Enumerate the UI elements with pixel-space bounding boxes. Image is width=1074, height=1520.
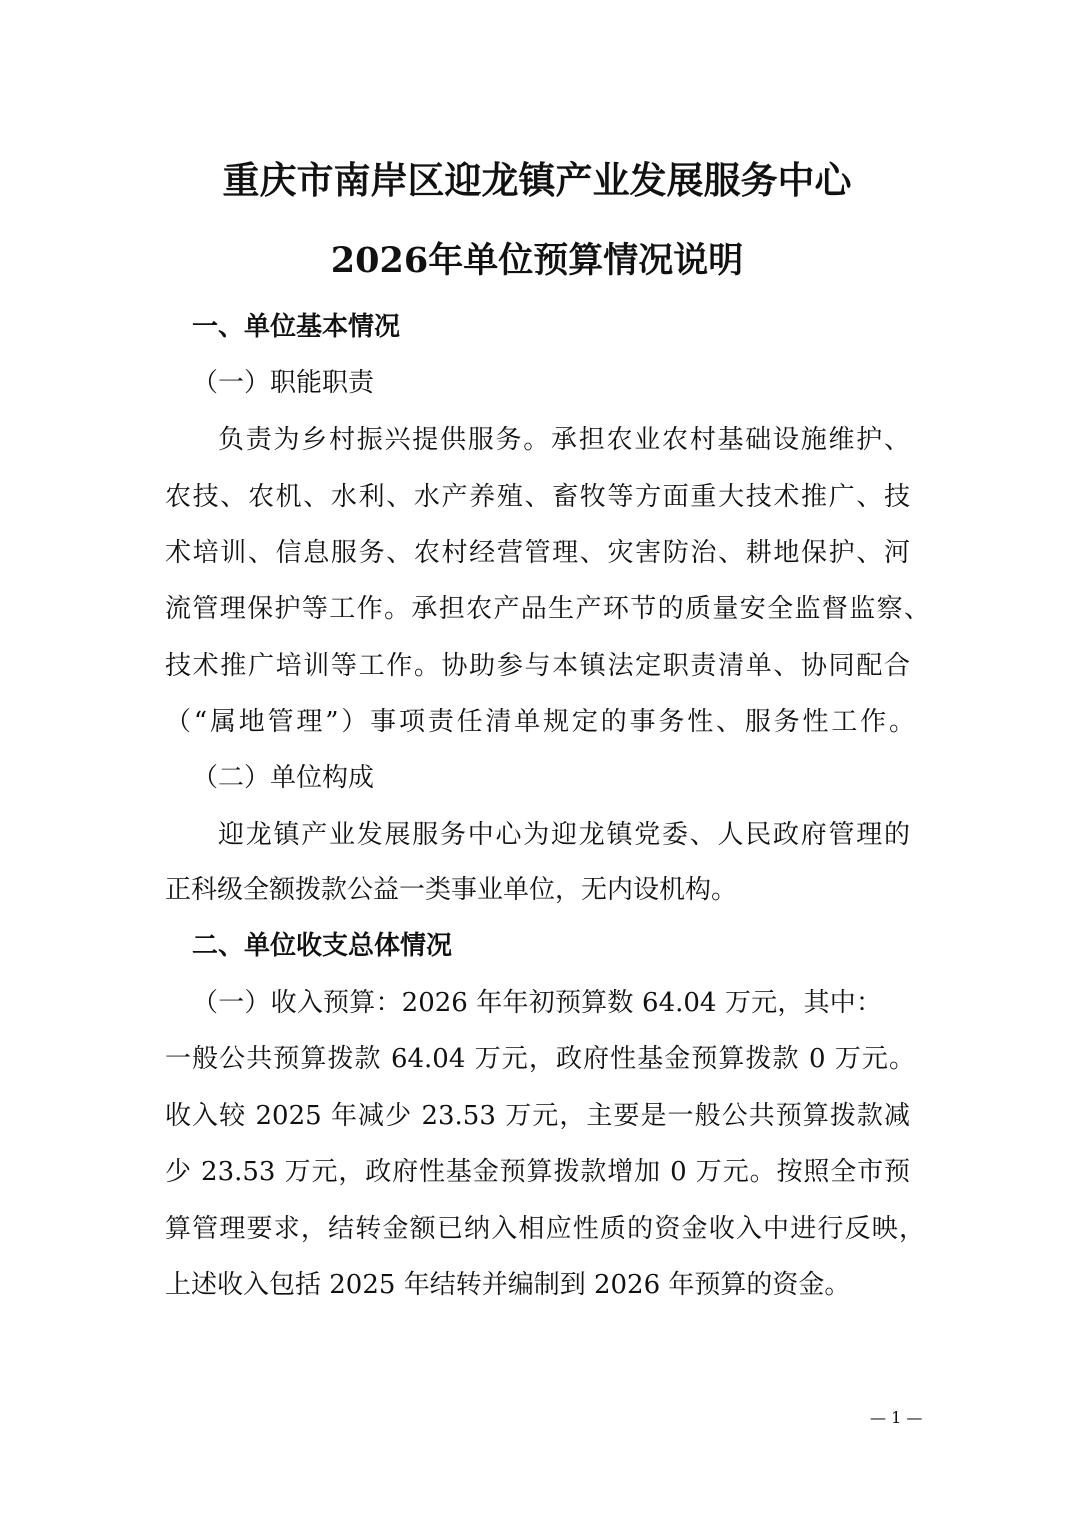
paragraph-line: 负责为乡村振兴提供服务。承担农业农村基础设施维护、: [218, 425, 910, 455]
section-heading: 二、单位收支总体情况: [192, 931, 453, 961]
paragraph-line: 收入较 2025 年减少 23.53 万元，主要是一般公共预算拨款减: [165, 1101, 910, 1131]
subsection-heading: （二）单位构成: [192, 763, 375, 793]
paragraph-line: （“属地管理”）事项责任清单规定的事务性、服务性工作。: [165, 707, 915, 737]
paragraph-line: 技术推广培训等工作。协助参与本镇法定职责清单、协同配合: [165, 651, 910, 681]
paragraph-line: 少 23.53 万元，政府性基金预算拨款增加 0 万元。按照全市预: [165, 1157, 910, 1187]
document-title-line2: 2026年单位预算情况说明: [330, 240, 744, 281]
section-heading: 一、单位基本情况: [192, 312, 401, 342]
page-number: — 1 —: [870, 1408, 923, 1427]
paragraph-line: 算管理要求，结转金额已纳入相应性质的资金收入中进行反映，: [165, 1214, 925, 1244]
paragraph-line: 上述收入包括 2025 年结转并编制到 2026 年预算的资金。: [165, 1270, 851, 1300]
paragraph-line: 术培训、信息服务、农村经营管理、灾害防治、耕地保护、河: [165, 538, 910, 568]
paragraph-line: 迎龙镇产业发展服务中心为迎龙镇党委、人民政府管理的: [218, 820, 910, 850]
paragraph-line: 流管理保护等工作。承担农产品生产环节的质量安全监督监察、: [165, 594, 930, 624]
paragraph-line: 正科级全额拨款公益一类事业单位，无内设机构。: [165, 875, 738, 905]
subsection-heading: （一）职能职责: [192, 368, 375, 398]
paragraph-line: 农技、农机、水利、水产养殖、畜牧等方面重大技术推广、技: [165, 482, 910, 512]
document-title-line1: 重庆市南岸区迎龙镇产业发展服务中心: [222, 158, 852, 202]
paragraph-line: 一般公共预算拨款 64.04 万元，政府性基金预算拨款 0 万元。: [165, 1044, 915, 1074]
paragraph-line: （一）收入预算：2026 年年初预算数 64.04 万元，其中：: [192, 988, 882, 1018]
